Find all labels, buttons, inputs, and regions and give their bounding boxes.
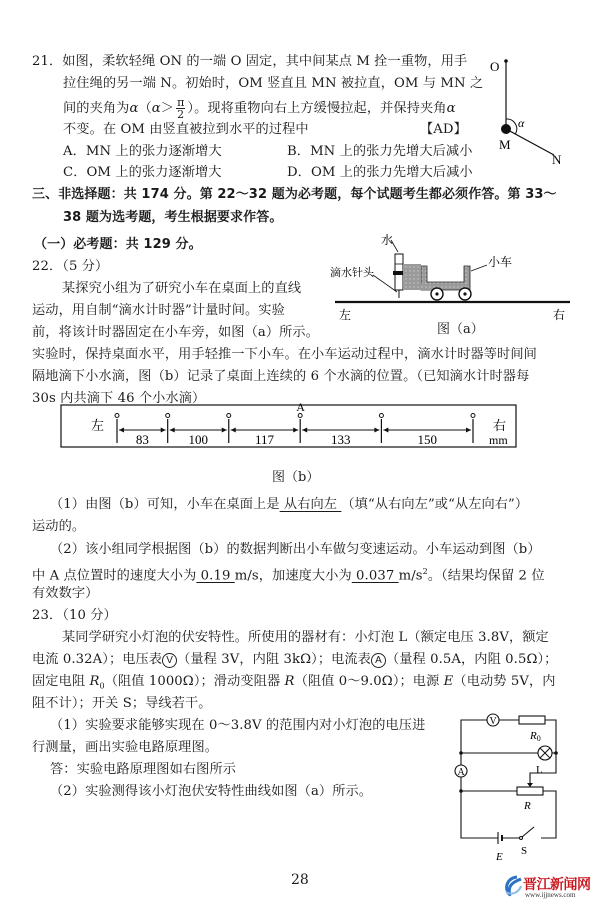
tape-label-right: 右 xyxy=(493,418,507,433)
alpha-symbol: α xyxy=(151,101,161,116)
label-m: M xyxy=(499,137,511,152)
rheostat-label: R xyxy=(524,800,531,812)
battery-label: E xyxy=(496,851,503,863)
q22-para-line-3: 前，将该计时器固定在小车旁，如图（a）所示。 xyxy=(32,325,319,340)
q22-sub2-line-3: 有效数字） xyxy=(32,586,99,601)
r0-subscript: 0 xyxy=(99,681,105,691)
q22-para-line-5: 隔地滴下小水滴，图（b）记录了桌面上连续的 6 个水滴的位置。（已知滴水计时器每 xyxy=(32,369,530,384)
q23-answer: 答：实验电路原理图如右图所示 xyxy=(50,762,237,777)
q22-acceleration-answer: 0.037 xyxy=(351,568,399,584)
r-symbol: R xyxy=(284,674,295,689)
wire xyxy=(461,791,498,838)
label-water: 水 xyxy=(381,233,394,247)
q23-line-1: 某同学研究小灯泡的伏安特性。所使用的器材有：小灯泡 L（额定电压 3.8V，额定 xyxy=(62,630,549,645)
cart-leader-line xyxy=(471,265,487,271)
q22-sub1-line-2: 运动的。 xyxy=(32,519,86,534)
switch-label: S xyxy=(521,845,528,857)
junction xyxy=(459,789,463,793)
arrowhead-left xyxy=(119,428,124,433)
q23-l2-c: （量程 0.5A，内阻 0.5Ω）； xyxy=(385,652,558,667)
q23-l2-a: 电流 0.32A）；电压表 xyxy=(32,652,163,667)
wheel-hub xyxy=(435,292,438,295)
fraction-denominator: 2 xyxy=(177,108,185,121)
watermark-url: www.ijjnews.com xyxy=(525,891,576,899)
q21-option-c: C．OM 上的张力逐渐增大 xyxy=(63,165,222,180)
arrowhead-right xyxy=(466,428,471,433)
slider-arrow xyxy=(527,783,533,787)
q23-l3-b: （阻值 1000Ω）；滑动变阻器 xyxy=(104,674,285,689)
tape-marks xyxy=(115,400,475,447)
watermark-logo xyxy=(503,872,598,902)
q22-sub1-pre: （1）由图（b）可知，小车在桌面上是 xyxy=(50,497,280,512)
q21-line-4: 不变。在 OM 由竖直被拉到水平的过程中 xyxy=(63,122,309,137)
q23-line-2 xyxy=(32,651,557,669)
q21-line-1: 21．如图，柔软轻绳 ON 的一端 O 固定，其中间某点 M 拴一重物，用手 xyxy=(32,54,468,69)
label-n: N xyxy=(552,152,562,167)
arrowhead-left xyxy=(383,428,388,433)
tape-label-unit: mm xyxy=(489,433,508,447)
interval-label: 117 xyxy=(254,432,274,447)
q21-option-d: D．OM 上的张力先增大后减小 xyxy=(287,165,473,180)
switch-blade xyxy=(522,827,534,837)
q21-line3-post: ）。现将重物向右上方缓慢拉起，并保持夹角 xyxy=(187,101,447,116)
label-nozzle: 滴水针头 xyxy=(330,267,374,279)
circuit-diagram xyxy=(445,705,590,865)
alpha-symbol: α xyxy=(129,101,139,116)
pi-over-2-fraction xyxy=(176,97,185,120)
q21-line-3 xyxy=(63,97,456,120)
q22-para-line-4: 实验时，保持桌面水平，用手轻推一下小车。在小车运动过程中，滴水计时器等时间间 xyxy=(32,347,537,362)
q21-line3-pre: 间的夹角为 xyxy=(63,101,130,116)
arrowhead-left xyxy=(302,428,307,433)
q23-l3-a: 固定电阻 xyxy=(32,674,90,689)
page-number: 28 xyxy=(291,872,309,888)
figure-b-tape xyxy=(55,400,525,460)
point-a-label: A xyxy=(296,400,305,414)
interval-label: 133 xyxy=(331,432,351,447)
gt-sign: ＞ xyxy=(160,101,175,116)
label-left: 左 xyxy=(339,308,352,322)
q23-sub1-line-2: 行测量，画出实验电路原理图。 xyxy=(32,740,219,755)
voltmeter-symbol: V xyxy=(162,653,177,668)
q23-sub1-line-1: （1）实验要求能够实现在 0～3.8V 的范围内对小灯泡的电压进 xyxy=(50,718,426,733)
r0-symbol: R xyxy=(89,674,100,689)
timer-mount xyxy=(403,264,421,290)
q22-sub1-line-1 xyxy=(50,496,528,514)
section3-subheading: （一）必考题：共 129 分。 xyxy=(34,237,202,252)
q22-para-line-1: 某探究小组为了研究小车在桌面上的直线 xyxy=(62,281,302,296)
resistor-r0 xyxy=(519,716,545,724)
arrowhead-left xyxy=(170,428,175,433)
interval-label: 150 xyxy=(417,432,437,447)
tape-label-left: 左 xyxy=(91,418,105,433)
e-symbol: E xyxy=(443,674,454,689)
wire xyxy=(461,720,487,753)
q23-sub2: （2）实验测得该小灯泡伏安特性曲线如图（a）所示。 xyxy=(50,784,373,799)
q22-velocity-answer: 0.19 xyxy=(196,568,235,584)
q23-line-3 xyxy=(32,673,556,696)
nozzle-leader-line xyxy=(373,275,397,292)
junction xyxy=(554,751,558,755)
alpha-symbol: α xyxy=(446,101,456,116)
arrowhead-right xyxy=(293,428,298,433)
water-drop xyxy=(115,414,119,418)
q22-para-line-2: 运动，用自制“滴水计时器”计量时间。实验 xyxy=(32,303,285,318)
paren: （ xyxy=(138,101,152,116)
voltmeter-label: V xyxy=(489,716,497,727)
q22-header: 22．（5 分） xyxy=(32,259,109,274)
water-drop xyxy=(227,414,231,418)
arrowhead-right xyxy=(161,428,166,433)
q22-acc-unit: m/s xyxy=(398,568,423,584)
rheostat xyxy=(517,787,543,795)
q22-sub1-post: （填“从右向左”或“从左向右”） xyxy=(341,497,529,512)
section3-line-1: 三、非选择题：共 174 分。第 22～32 题为必考题，每个试题考生都必须作答。第 33～ xyxy=(32,187,557,202)
q22-sub2-pre: 中 A 点位置时的速度大小为 xyxy=(32,568,197,584)
wire xyxy=(541,791,556,838)
weight-m xyxy=(501,124,511,134)
junction xyxy=(459,751,463,755)
q22-sub2-post: 。（结果均保留 2 位 xyxy=(427,568,545,584)
r0-label: R0 xyxy=(530,730,541,743)
q21-answer: 【AD】 xyxy=(420,122,467,137)
rope-figure xyxy=(480,55,590,175)
interval-label: 83 xyxy=(135,432,149,447)
rope-mn xyxy=(506,129,554,155)
q21-option-a: A．MN 上的张力逐渐增大 xyxy=(63,144,222,159)
q23-l3-d: （电动势 5V，内 xyxy=(453,674,556,689)
figure-a-caption: 图（a） xyxy=(437,322,484,337)
water-drop xyxy=(166,414,170,418)
arrowhead-left xyxy=(231,428,236,433)
q23-l3-c: （阻值 0～9.0Ω）；电源 xyxy=(294,674,444,689)
arrowhead-right xyxy=(374,428,379,433)
water-drop xyxy=(379,414,383,418)
q22-sub2-line-1: （2）该小组同学根据图（b）的数据判断出小车做匀变速运动。小车运动到图（b） xyxy=(50,542,541,557)
q22-sub2-line-2 xyxy=(32,563,545,585)
q23-line-4: 阻不计）；开关 S；导线若干。 xyxy=(32,696,212,711)
water-drop xyxy=(471,414,475,418)
q23-header: 23．（10 分） xyxy=(32,608,117,623)
q21-option-b: B．MN 上的张力先增大后减小 xyxy=(287,144,473,159)
q22-sub1-answer: 从右向左 xyxy=(279,497,342,512)
watermark-name: 晋江新闻网 xyxy=(523,877,591,893)
q21-line-2: 拉住绳的另一端 N。初始时，OM 竖直且 MN 被拉直，OM 与 MN 之 xyxy=(63,76,484,91)
ammeter-symbol: A xyxy=(371,653,386,668)
label-o: O xyxy=(490,59,500,74)
label-right: 右 xyxy=(553,308,566,322)
cart-side xyxy=(421,284,433,290)
label-cart: 小车 xyxy=(488,255,513,269)
figure-b-caption: 图（b） xyxy=(272,470,320,485)
tape-frame xyxy=(61,405,516,447)
ammeter-label: A xyxy=(457,767,465,778)
swirl-logo-icon xyxy=(503,874,523,898)
water-drop xyxy=(298,414,302,418)
lamp-label: L xyxy=(536,764,543,776)
label-alpha: α xyxy=(518,116,525,130)
q22-para-line-6: 30s 内共滴下 46 个小水滴） xyxy=(32,391,206,406)
q22-sub2-mid: m/s，加速度大小为 xyxy=(234,568,352,584)
arrowhead-right xyxy=(222,428,227,433)
wheel-hub xyxy=(463,292,466,295)
q23-l2-b: （量程 3V，内阻 3kΩ）；电流表 xyxy=(177,652,371,667)
q22-acc-unit-sup: 2 xyxy=(422,567,428,576)
fraction-numerator: π xyxy=(177,96,185,109)
section3-line-2: 38 题为选考题，考生根据要求作答。 xyxy=(63,210,283,225)
interval-label: 100 xyxy=(188,432,208,447)
